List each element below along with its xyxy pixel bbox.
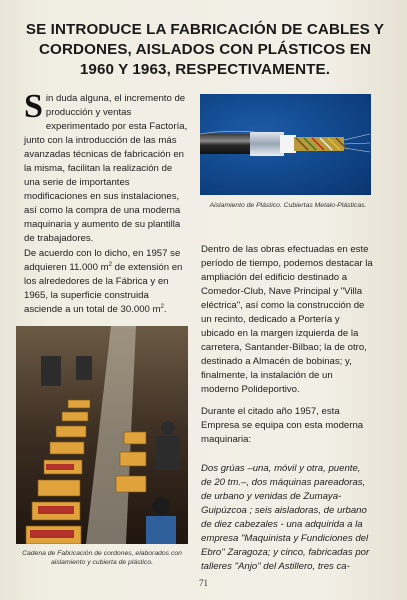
drop-cap: S [24,88,43,125]
factory-illustration [16,326,188,544]
intro-paragraph [24,88,188,246]
machinery-list-paragraph: Dos grúas –una, móvil y otra, puente, de 20 tm.–, dos máquinas pareadoras, de urbano y venidas de Zumaya-Guipúzcoa ; seis aisladoras, de urbano de diez cabezales - una adquirida a la empresa "Maquinista y Fundiciones del Ebro" Zaragoza; y cinco, fabricadas por talleres "Anjo" del Astillero, tres ca- [201,463,370,572]
superscript: 2 [160,303,164,310]
land-paragraph [24,247,188,317]
cable-caption: Aislamiento de Plástico. Cubiertas Metalo-Plásticas. [209,202,367,209]
intro-text: in duda alguna, el incremento de producción y ventas experimentado por esta Factoría, junto con la introducción de las más avanzadas técnicas de fabricación en la misma, facilitan la realización de una serie de importantes modificaciones en sus instalaciones, así como la compra de una moderna maquinaria y aumento de su plantilla de trabajadores. [24,93,188,244]
land-text-1: De acuerdo con lo dicho, en 1957 se adquieren 11.000 m [24,248,181,273]
land-text-2: de extensión en los alrededores de la Fábrica y en 1965, la superficie construida asciende a un total de 30.000 m [24,262,183,315]
cable-photo [200,94,371,195]
land-text-3: . [163,304,167,315]
machinery-intro-paragraph: Durante el citado año 1957, esta Empresa se equipa con esta moderna maquinaria: [201,406,364,445]
factory-photo [16,326,188,544]
page-title: SE INTRODUCE LA FABRICACIÓN DE CABLES Y CORDONES, AISLADOS CON PLÁSTICOS EN 1960 Y 1963, RESPECTIVAMENTE. [25,21,385,78]
superscript: 2 [108,261,112,268]
works-paragraph: Dentro de las obras efectuadas en este período de tiempo, podemos destacar la ampliación del edificio destinado a Comedor-Club, Nave Principal y "Villa eléctrica", así como la construcción de un recinto, dedicado a Portería y ubicado en la margen izquierda de la carretera, Santander-Bilbao; la de otro, destinado a Almacén de bobinas; y, finalmente, la instalación de un moderno Polideportivo. [201,244,373,395]
cable-illustration [200,94,371,195]
factory-caption: Cadena de Fabricación de cordones, elaborados con aislamiento y cubierta de plástico. [22,550,182,566]
page-number: 71 [199,578,208,588]
